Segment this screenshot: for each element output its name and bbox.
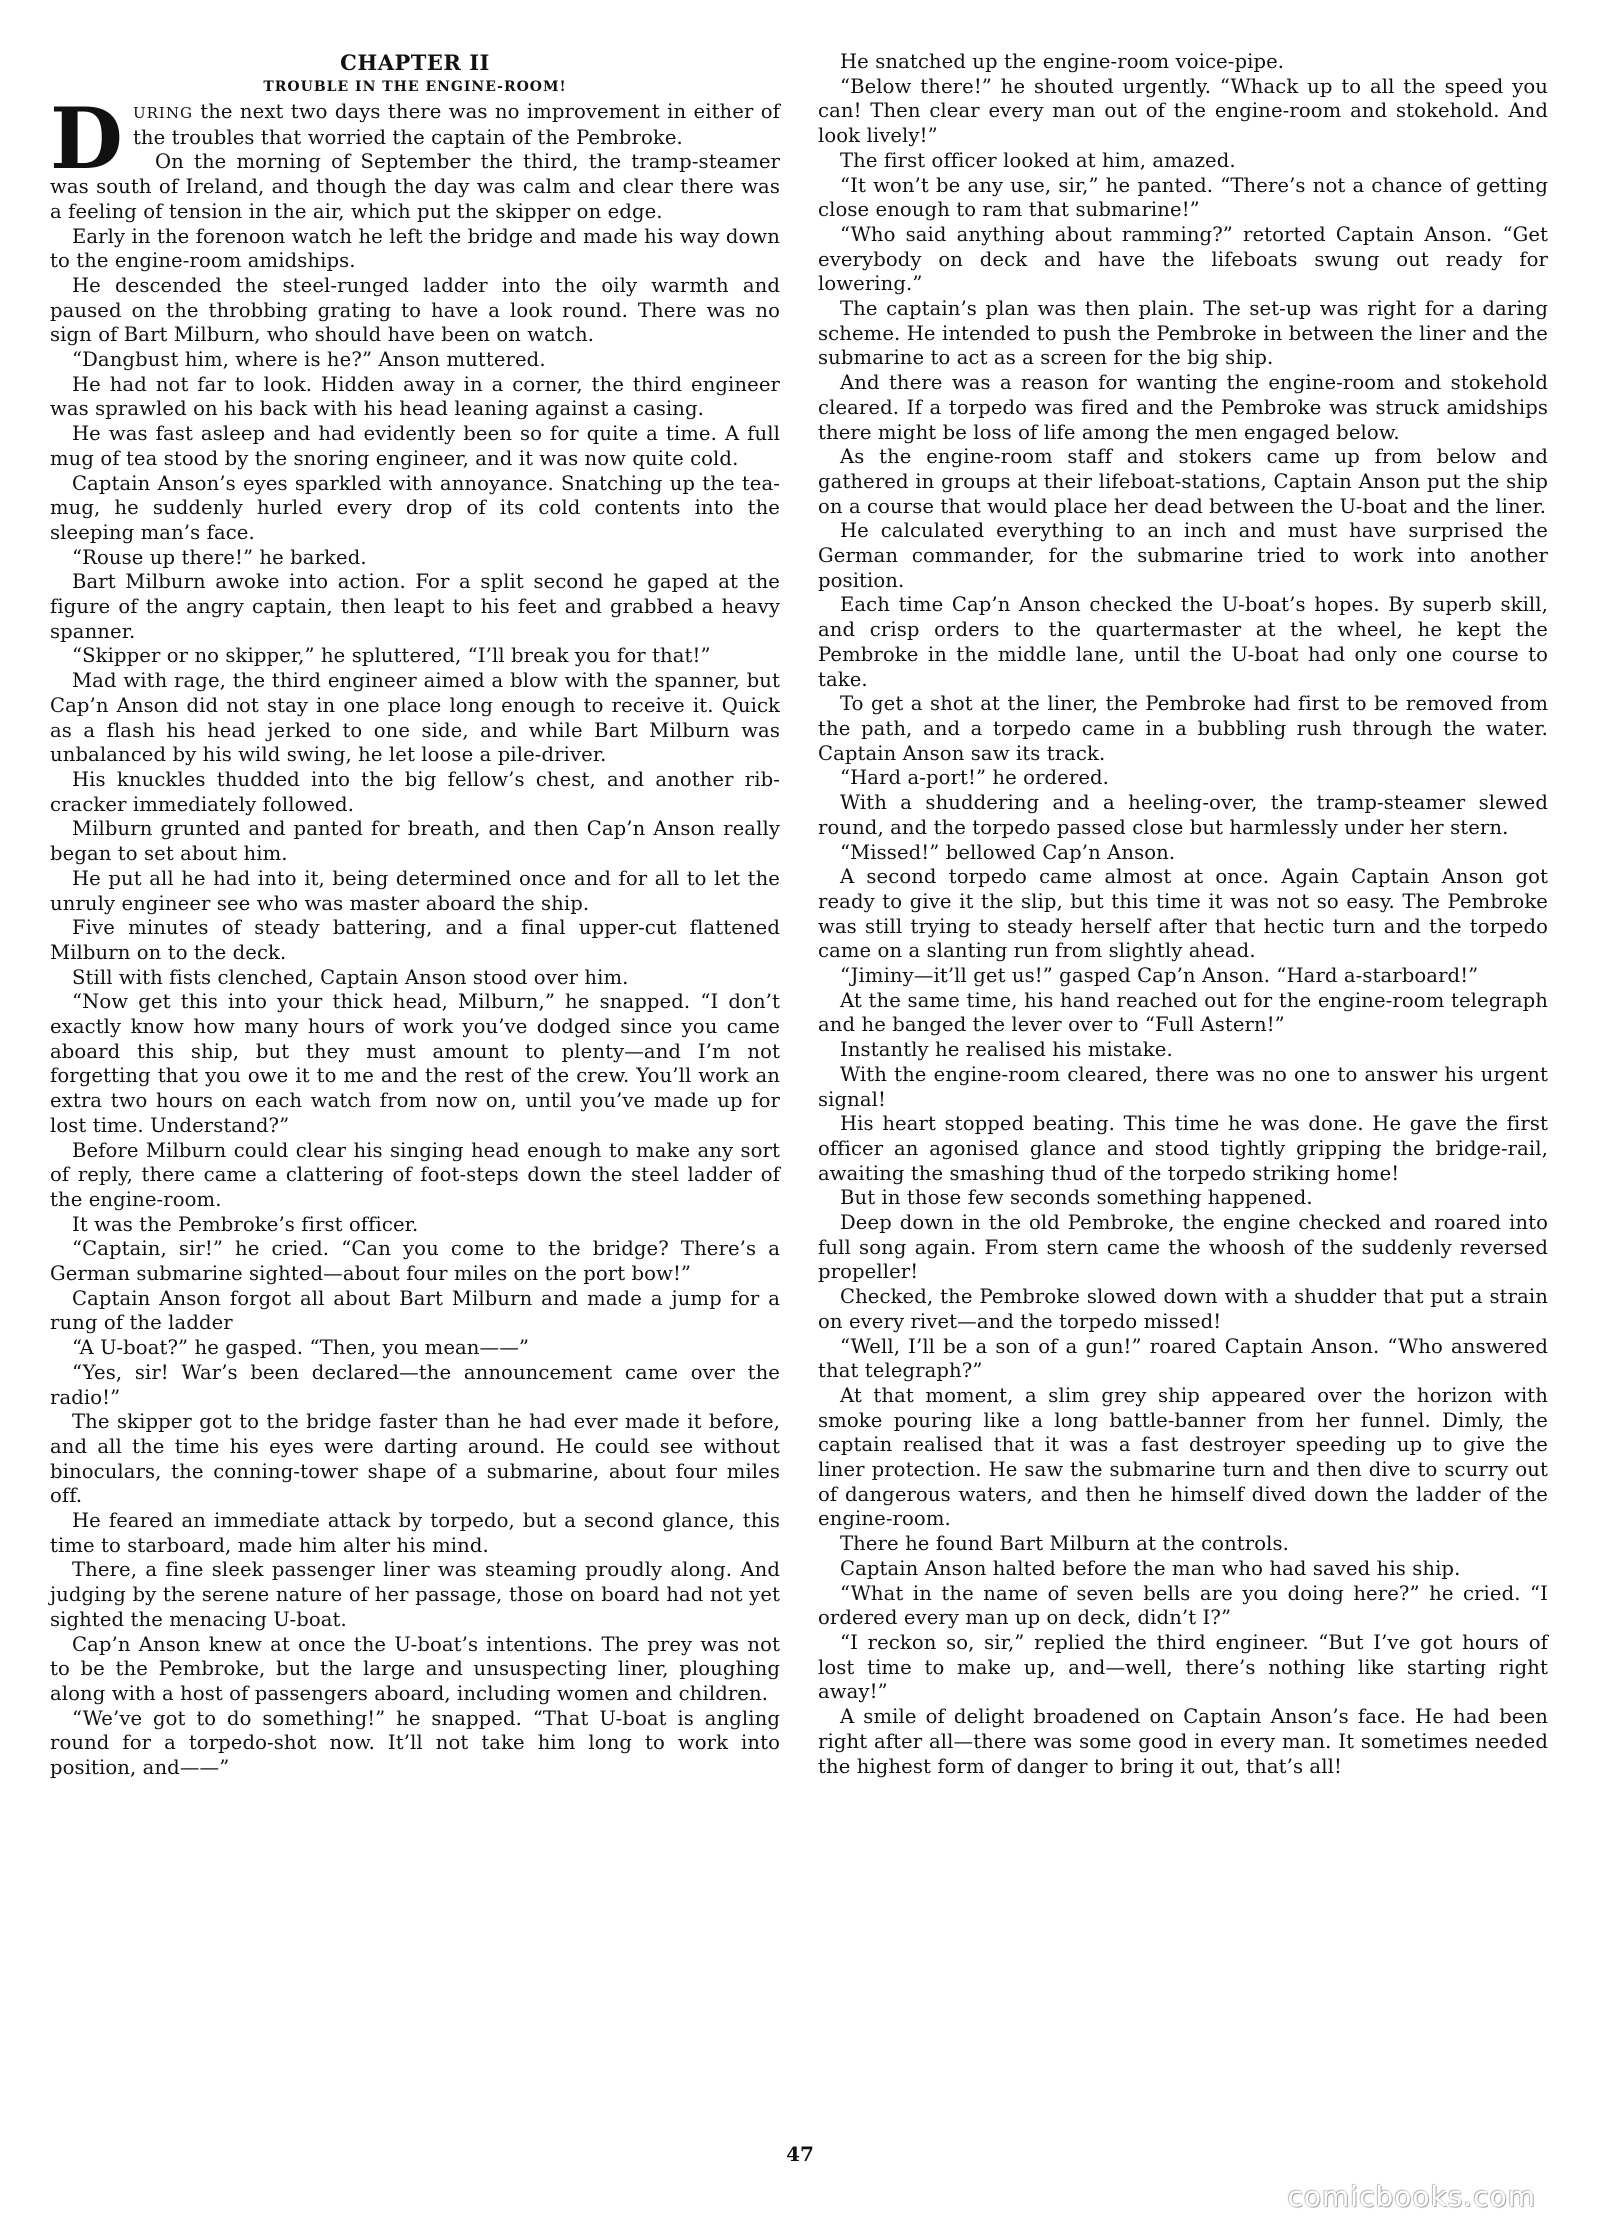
paragraph: His heart stopped beating. This time he was done. He gave the first officer an agonised glance and stood tightly gripping the bridge-rail, awaiting the smashing thud of the torpedo striking home! (818, 1112, 1548, 1185)
paragraph: A smile of delight broadened on Captain Anson’s face. He had been right after all—there was some good in every man. It sometimes needed the highest form of danger to bring it out, that’s all! (818, 1705, 1548, 1778)
paragraph: He snatched up the engine-room voice-pipe. (840, 50, 1285, 73)
paragraph: On the morning of September the third, the tramp-steamer was south of Ireland, and though the day was calm and clear there was a feeling of tension in the air, which put the skipper on edge. (50, 150, 780, 223)
paragraph: He was fast asleep and had evidently been so for quite a time. A full mug of tea stood by the snoring engineer, and it was now quite cold. (50, 422, 780, 470)
opening-text: the next two days there was no improvement in either of the troubles that worried the captain of the Pembroke. (132, 100, 780, 149)
paragraph: Captain Anson’s eyes sparkled with annoyance. Snatching up the tea-mug, he suddenly hurled every drop of its cold contents into the sleeping man’s face. (50, 471, 780, 544)
paragraph: With the engine-room cleared, there was no one to answer his urgent signal! (818, 1062, 1548, 1111)
paragraph: As the engine-room staff and stokers came up from below and gathered in groups at their lifeboat-stations, Captain Anson put the ship on a course that would place her dead between the U-boat and the liner. (818, 445, 1548, 518)
opening-smallcaps: URING (132, 104, 193, 122)
left-column (50, 50, 780, 1781)
paragraph: “It won’t be any use, sir,” he panted. “There’s not a chance of getting close enough to ram that submarine!” (818, 173, 1548, 222)
paragraph: Deep down in the old Pembroke, the engine checked and roared into full song again. From stern came the whoosh of the suddenly reversed propeller! (818, 1211, 1548, 1284)
paragraph: He had not far to look. Hidden away in a corner, the third engineer was sprawled on his back with his head leaning against a casing. (50, 372, 780, 421)
watermark: comicbooks.com (1287, 2180, 1536, 2213)
right-paragraphs (818, 50, 1548, 1779)
paragraph: And there was a reason for wanting the engine-room and stokehold cleared. If a torpedo was fired and the Pembroke was struck amidships there might be loss of life among the men engaged below. (818, 371, 1548, 444)
chapter-subtitle: TROUBLE IN THE ENGINE-ROOM! (263, 79, 567, 95)
paragraph: “Skipper or no skipper,” he spluttered, “I’ll break you for that!” (72, 644, 711, 668)
paragraph: The captain’s plan was then plain. The set-up was right for a daring scheme. He intended to push the Pembroke in between the liner and the submarine to act as a screen for the big ship. (818, 297, 1548, 370)
paragraph: He calculated everything to an inch and must have surprised the German commander, for the submarine tried to work into another position. (818, 519, 1548, 592)
paragraph: “Well, I’ll be a son of a gun!” roared Captain Anson. “Who answered that telegraph?” (818, 1334, 1548, 1383)
paragraph: Bart Milburn awoke into action. For a split second he gaped at the figure of the angry captain, then leapt to his feet and grabbed a heavy spanner. (50, 570, 780, 643)
paragraph: He descended the steel-runged ladder into the oily warmth and paused on the throbbing grating to have a look round. There was no sign of Bart Milburn, who should have been on watch. (50, 273, 780, 347)
page-number: 47 (786, 2142, 814, 2166)
paragraph: Captain Anson halted before the man who had saved his ship. (840, 1556, 1461, 1580)
paragraph: His knuckles thudded into the big fellow’s chest, and another rib-cracker immediately followed. (50, 767, 780, 816)
paragraph: Milburn grunted and panted for breath, and then Cap’n Anson really began to set about him. (50, 817, 780, 866)
paragraph: Each time Cap’n Anson checked the U-boat’s hopes. By superb skill, and crisp orders to the quartermaster at the wheel, he kept the Pembroke in the middle lane, until the U-boat had only one course to take. (818, 593, 1548, 691)
paragraph: “Below there!” he shouted urgently. “Whack up to all the speed you can! Then clear every man out of the engine-room and stokehold. And look lively!” (818, 74, 1548, 148)
paragraph: Captain Anson forgot all about Bart Milburn and made a jump for a rung of the ladder (50, 1286, 780, 1335)
paragraph: But in those few seconds something happened. (840, 1186, 1313, 1210)
paragraph: There he found Bart Milburn at the controls. (840, 1532, 1289, 1556)
paragraph: He feared an immediate attack by torpedo, but a second glance, this time to starboard, made him alter his mind. (50, 1509, 780, 1557)
paragraph: “Dangbust him, where is he?” Anson muttered. (72, 348, 546, 372)
left-paragraphs (50, 150, 780, 1780)
paragraph: “Yes, sir! War’s been declared—the announcement came over the radio!” (50, 1360, 780, 1409)
paragraph: “Now get this into your thick head, Milburn,” he snapped. “I don’t exactly know how many hours of work you’ve dodged since you came aboard this ship, but they must amount to plenty—and I’m not forgetting that you owe it to me and the rest of the crew. You’ll work an extra two hours on each watch from now on, until you’ve made up for lost time. Understand?” (50, 990, 780, 1137)
paragraph: “We’ve got to do something!” he snapped. “That U-boat is angling round for a torpedo-shot now. It’ll not take him long to work into position, and——” (50, 1706, 780, 1780)
drop-cap-letter: D (50, 89, 123, 188)
paragraph: A second torpedo came almost at once. Again Captain Anson got ready to give it the slip, but this time it was not so easy. The Pembroke was still trying to steady herself after that hectic turn and the torpedo came on a slanting run from slightly ahead. (818, 865, 1548, 963)
paragraph: “Hard a-port!” he ordered. (840, 766, 1110, 790)
paragraph: There, a fine sleek passenger liner was steaming proudly along. And judging by the serene nature of her passage, those on board had not yet sighted the menacing U-boat. (50, 1558, 780, 1631)
paragraph: “What in the name of seven bells are you doing here?” he cried. “I ordered every man up on deck, didn’t I?” (818, 1581, 1548, 1630)
paragraph: “I reckon so, sir,” replied the third engineer. “But I’ve got hours of lost time to make up, and—well, there’s nothing like starting right away!” (818, 1631, 1548, 1704)
paragraph: At that moment, a slim grey ship appeared over the horizon with smoke pouring like a long battle-banner from her funnel. Dimly, the captain realised that it was a fast destroyer speeding up to give the liner protection. He saw the submarine turn and then dive to scurry out of dangerous waters, and then he himself dived down the ladder of the engine-room. (818, 1383, 1548, 1531)
paragraph: Mad with rage, the third engineer aimed a blow with the spanner, but Cap’n Anson did not stay in one place long enough to receive it. Quick as a flash his head jerked to one side, and while Bart Milburn was unbalanced by his wild swing, he let loose a pile-driver. (50, 669, 780, 767)
paragraph: The skipper got to the bridge faster than he had ever made it before, and all the time his eyes were darting around. He could see without binoculars, the conning-tower shape of a submarine, about four miles off. (50, 1410, 780, 1508)
paragraph: Instantly he realised his mistake. (840, 1038, 1173, 1062)
paragraph: “Who said anything about ramming?” retorted Captain Anson. “Get everybody on deck and have the lifeboats swung out ready for lowering.” (818, 222, 1548, 296)
paragraph: “A U-boat?” he gasped. “Then, you mean——” (72, 1336, 530, 1360)
paragraph: With a shuddering and a heeling-over, the tramp-steamer slewed round, and the torpedo passed close but harmlessly under her stern. (818, 791, 1548, 839)
paragraph: “Jiminy—it’ll get us!” gasped Cap’n Anson. “Hard a-starboard!” (840, 964, 1479, 988)
paragraph: Still with fists clenched, Captain Anson stood over him. (72, 965, 629, 989)
paragraph: At the same time, his hand reached out for the engine-room telegraph and he banged the lever over to “Full Astern!” (818, 988, 1548, 1037)
paragraph: Checked, the Pembroke slowed down with a shudder that put a strain on every rivet—and the torpedo missed! (818, 1285, 1548, 1333)
chapter-title: CHAPTER II (340, 50, 490, 75)
paragraph: Five minutes of steady battering, and a final upper-cut flattened Milburn on to the deck. (50, 916, 780, 964)
paragraph: It was the Pembroke’s first officer. (72, 1212, 419, 1236)
paragraph: To get a shot at the liner, the Pembroke had first to be removed from the path, and a torpedo came in a bubbling rush through the water. Captain Anson saw its track. (818, 692, 1548, 765)
paragraph: “Rouse up there!” he barked. (72, 545, 367, 569)
paragraph: The first officer looked at him, amazed. (840, 148, 1236, 172)
paragraph: “Captain, sir!” he cried. “Can you come to the bridge? There’s a German submarine sighted—about four miles on the port bow!” (50, 1237, 780, 1286)
paragraph: “Missed!” bellowed Cap’n Anson. (840, 840, 1176, 864)
paragraph: Before Milburn could clear his singing head enough to make any sort of reply, there came a clattering of foot-steps down the steel ladder of the engine-room. (50, 1138, 780, 1211)
right-column (818, 50, 1548, 1779)
paragraph: Cap’n Anson knew at once the U-boat’s intentions. The prey was not to be the Pembroke, but the large and unsuspecting liner, ploughing along with a host of passengers aboard, including women and children. (50, 1632, 780, 1705)
paragraph: He put all he had into it, being determined once and for all to let the unruly engineer see who was master aboard the ship. (50, 866, 780, 915)
paragraph: Early in the forenoon watch he left the bridge and made his way down to the engine-room amidships. (50, 224, 780, 273)
